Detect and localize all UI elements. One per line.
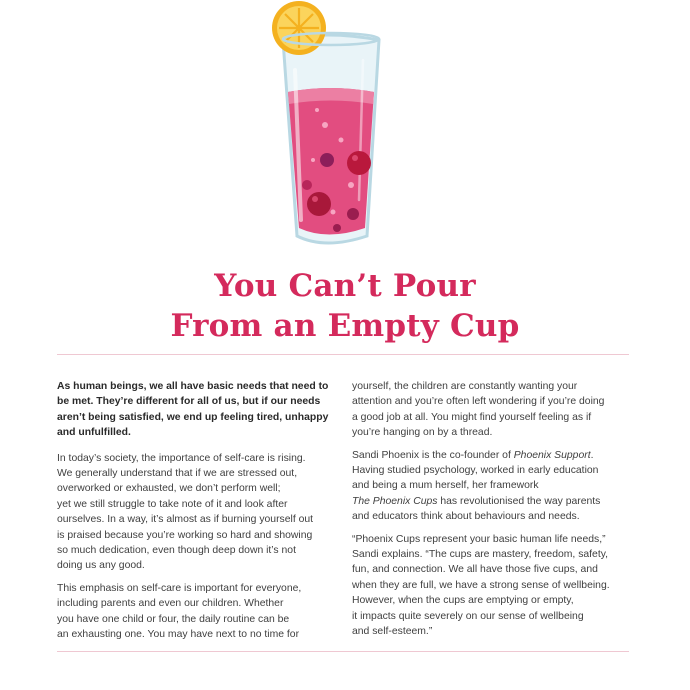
text-line: As human beings, we all have basic needs that need to: [57, 381, 329, 392]
text-line: doing us any good.: [57, 560, 145, 572]
text-line: and self-esteem.”: [352, 626, 433, 638]
text-line: it impacts quite severely on our sense of wellbeing: [352, 610, 584, 622]
company-name: Phoenix Support: [513, 449, 591, 461]
text-line: yourself, the children are constantly wanting your: [352, 381, 578, 392]
divider-bottom: [57, 651, 629, 652]
text-run: .: [590, 449, 594, 461]
body-paragraph: [352, 448, 632, 525]
text-line: so much dedication, even though deep down it’s not: [57, 545, 296, 557]
left-column: [57, 379, 339, 650]
title-line-1: You Can’t Pour: [214, 268, 476, 304]
framework-name: The Phoenix Cups: [352, 495, 438, 507]
text-line: “Phoenix Cups represent your basic human life needs,”: [352, 533, 606, 545]
text-line: overworked or exhausted, we don’t perform well;: [57, 483, 281, 495]
text-line: Having studied psychology, worked in early education: [352, 465, 599, 477]
text-line: ourselves. In a way, it’s almost as if burning yourself out: [57, 514, 314, 526]
text-line: [352, 494, 632, 509]
text-line: a good job at all. You might find yourself feeling as if: [352, 411, 592, 423]
text-line: attention and you’re often left wondering if you’re doing: [352, 396, 605, 408]
text-line: is praised because you’re working so hard and showing: [57, 529, 313, 541]
cocktail-glass-icon: [255, 0, 395, 255]
text-line: and educators think about behaviours and needs.: [352, 511, 580, 523]
text-line: We generally understand that if we are stressed out,: [57, 468, 298, 480]
text-line: when they are full, we have a strong sense of wellbeing.: [352, 579, 610, 591]
text-line: you’re hanging on by a thread.: [352, 427, 493, 439]
text-line: an exhausting one. You may have next to no time for: [57, 629, 300, 641]
text-line: [352, 448, 632, 463]
text-line: and unfulfilled.: [57, 427, 131, 439]
text-run: has revolutionised the way parents: [437, 495, 601, 507]
text-line: Sandi explains. “The cups are mastery, freedom, safety,: [352, 549, 609, 561]
title-line-2: From an Empty Cup: [170, 308, 520, 344]
body-paragraph: [57, 581, 339, 643]
text-line: including parents and even our children. Whether: [57, 598, 284, 610]
text-line: be met. They’re different for all of us, but if our needs: [57, 396, 321, 408]
body-paragraph: [57, 451, 339, 574]
article-title: [0, 266, 690, 346]
text-line: yet we still struggle to take note of it and look after: [57, 498, 288, 510]
text-line: you have one child or four, the daily routine can be: [57, 613, 290, 625]
text-line: This emphasis on self-care is important for everyone,: [57, 582, 302, 594]
text-line: However, when the cups are emptying or empty,: [352, 595, 574, 607]
quote-paragraph: [352, 532, 632, 640]
body-paragraph: [352, 379, 632, 441]
text-line: aren’t being satisfied, we end up feeling tired, unhappy: [57, 411, 329, 423]
right-column: [352, 379, 632, 647]
text-line: fun, and connection. We all have those five cups, and: [352, 564, 598, 576]
divider-top: [57, 354, 629, 355]
text-line: and being a mum herself, her framework: [352, 480, 539, 492]
lead-paragraph: [57, 379, 339, 441]
text-run: Sandi Phoenix is the co-founder of: [352, 449, 514, 461]
text-line: In today’s society, the importance of self-care is rising.: [57, 452, 306, 464]
